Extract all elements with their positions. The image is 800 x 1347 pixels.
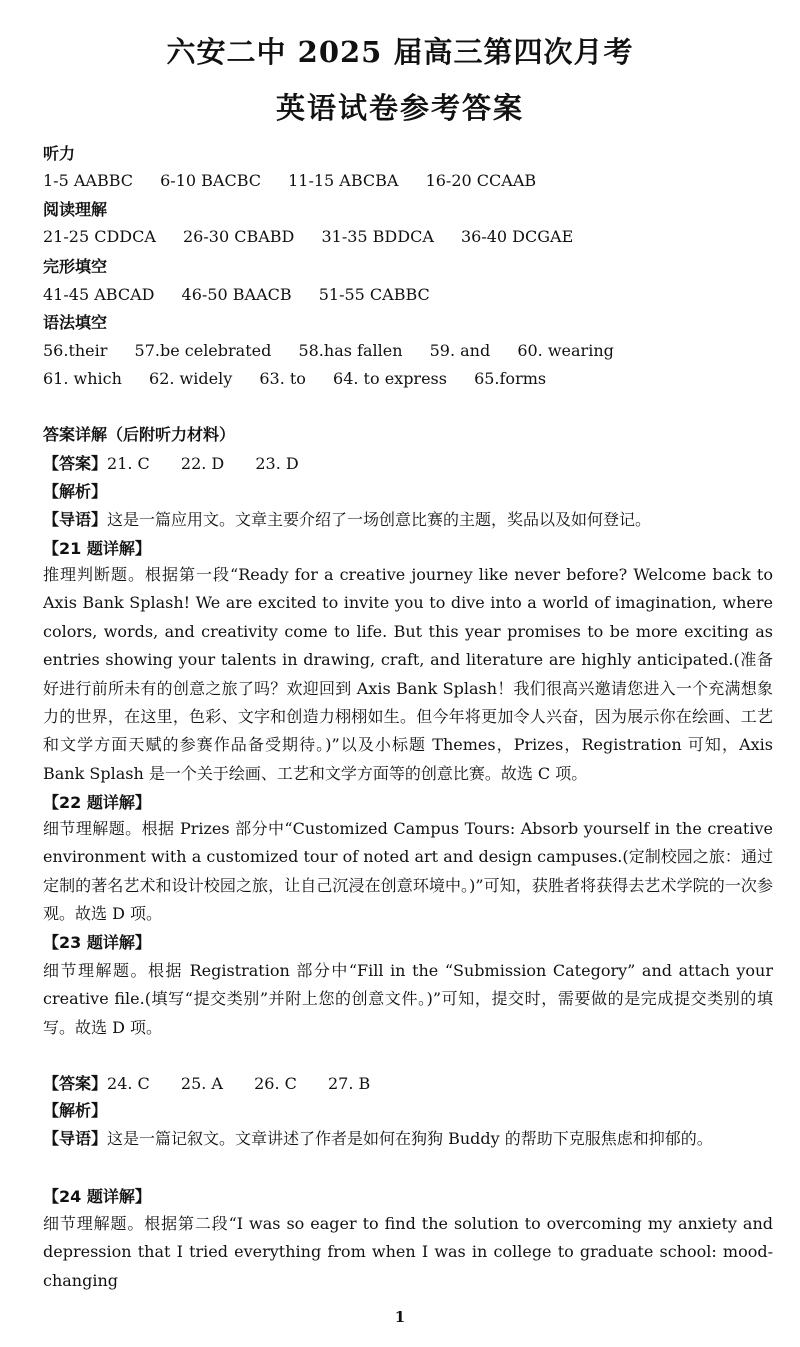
answer-group: 46-50 BAACB bbox=[181, 285, 292, 304]
reading-heading: 阅读理解 bbox=[43, 200, 108, 219]
answer-item: 27. B bbox=[327, 1074, 371, 1093]
answer-group: 31-35 BDDCA bbox=[321, 227, 434, 246]
grammar-answer: 61. which bbox=[43, 369, 122, 388]
answer-group: 36-40 DCGAE bbox=[460, 227, 574, 246]
grammar-answer: 60. wearing bbox=[517, 341, 614, 360]
grammar-heading: 语法填空 bbox=[43, 313, 108, 332]
answer-group: 51-55 CABBC bbox=[318, 285, 430, 304]
listening-answers bbox=[43, 167, 773, 195]
listening-heading: 听力 bbox=[43, 144, 76, 163]
guide-text: 这是一篇记叙文。文章讲述了作者是如何在狗狗 Buddy 的帮助下克服焦虑和抑郁的。 bbox=[107, 1129, 713, 1148]
details-heading: 答案详解（后附听力材料） bbox=[43, 425, 236, 444]
document-title: 六安二中 2025 届高三第四次月考 bbox=[166, 35, 634, 69]
guide-line bbox=[43, 1125, 773, 1153]
answer-group: 26-30 CBABD bbox=[183, 227, 295, 246]
guide-text: 这是一篇应用文。文章主要介绍了一场创意比赛的主题，奖品以及如何登记。 bbox=[107, 510, 652, 529]
q21-label: 【21 题详解】 bbox=[43, 539, 151, 558]
grammar-answers-row2 bbox=[43, 365, 773, 393]
guide-label: 【导语】 bbox=[43, 1129, 108, 1148]
grammar-answer: 59. and bbox=[429, 341, 491, 360]
answer-group: 6-10 BACBC bbox=[160, 171, 261, 190]
q24-explanation: 细节理解题。根据第二段“I was so eager to find the solution to overcoming my anxiety and depression that I tried everything from when I was in college to graduate school: mood-changing bbox=[43, 1214, 773, 1290]
grammar-answers-row1 bbox=[43, 337, 773, 365]
guide-label: 【导语】 bbox=[43, 510, 108, 529]
answer-item: 22. D bbox=[180, 454, 225, 473]
answer-line-block2 bbox=[43, 1070, 773, 1098]
q23-explanation: 细节理解题。根据 Registration 部分中“Fill in the “Submission Category” and attach your creative file.(填写“提交类别”并附上您的创意文件。)”可知，提交时，需要做的是完成提交类别的填写。故选 D 项。 bbox=[43, 961, 773, 1037]
answer-group: 16-20 CCAAB bbox=[425, 171, 537, 190]
grammar-answer: 62. widely bbox=[149, 369, 233, 388]
answer-group: 11-15 ABCBA bbox=[288, 171, 399, 190]
grammar-answer: 65.forms bbox=[474, 369, 547, 388]
answer-item: 24. C bbox=[107, 1074, 150, 1093]
document-subtitle: 英语试卷参考答案 bbox=[275, 91, 524, 125]
q22-label: 【22 题详解】 bbox=[43, 793, 151, 812]
q24-label: 【24 题详解】 bbox=[43, 1187, 151, 1206]
analysis-label: 【解析】 bbox=[43, 1101, 108, 1120]
answer-group: 1-5 AABBC bbox=[43, 171, 134, 190]
grammar-answer: 64. to express bbox=[333, 369, 447, 388]
answer-item: 26. C bbox=[254, 1074, 297, 1093]
cloze-heading: 完形填空 bbox=[43, 257, 108, 276]
analysis-label: 【解析】 bbox=[43, 482, 108, 501]
answer-label: 【答案】 bbox=[43, 454, 108, 473]
page-number: 1 bbox=[394, 1308, 406, 1326]
cloze-answers bbox=[43, 281, 773, 309]
q23-label: 【23 题详解】 bbox=[43, 933, 151, 952]
grammar-answer: 57.be celebrated bbox=[134, 341, 272, 360]
answer-item: 21. C bbox=[107, 454, 150, 473]
q21-explanation: 推理判断题。根据第一段“Ready for a creative journey like never before? Welcome back to Axis Bank Splash! We are excited to invite you to dive into a world of imagination, where colors, words, and creativity come to life. But this year promises to be more exciting as entries showing your talents in drawing, craft, and literature are highly anticipated.(准备好进行前所未有的创意之旅了吗？欢迎回到 Axis Bank Splash！我们很高兴邀请您进入一个充满想象力的世界，在这里，色彩、文字和创造力栩栩如生。但今年将更加令人兴奋，因为展示你在绘画、工艺和文学方面天赋的参赛作品备受期待。)”以及小标题 Themes，Prizes，Registration 可知，Axis Bank Splash 是一个关于绘画、工艺和文学方面等的创意比赛。故选 C 项。 bbox=[43, 565, 773, 783]
grammar-answer: 58.has fallen bbox=[298, 341, 403, 360]
guide-line bbox=[43, 506, 773, 534]
answer-label: 【答案】 bbox=[43, 1074, 108, 1093]
answer-line-block1 bbox=[43, 450, 773, 478]
grammar-answer: 63. to bbox=[259, 369, 306, 388]
answer-group: 21-25 CDDCA bbox=[43, 227, 156, 246]
q22-explanation: 细节理解题。根据 Prizes 部分中“Customized Campus Tours: Absorb yourself in the creative environment with a customized tour of noted art and design campuses.(定制校园之旅：通过定制的著名艺术和设计校园之旅，让自己沉浸在创意环境中。)”可知，获胜者将获得去艺术学院的一次参观。故选 D 项。 bbox=[43, 819, 773, 924]
grammar-answer: 56.their bbox=[43, 341, 108, 360]
answer-group: 41-45 ABCAD bbox=[43, 285, 155, 304]
answer-item: 25. A bbox=[180, 1074, 223, 1093]
answer-item: 23. D bbox=[255, 454, 299, 473]
reading-answers bbox=[43, 223, 773, 251]
